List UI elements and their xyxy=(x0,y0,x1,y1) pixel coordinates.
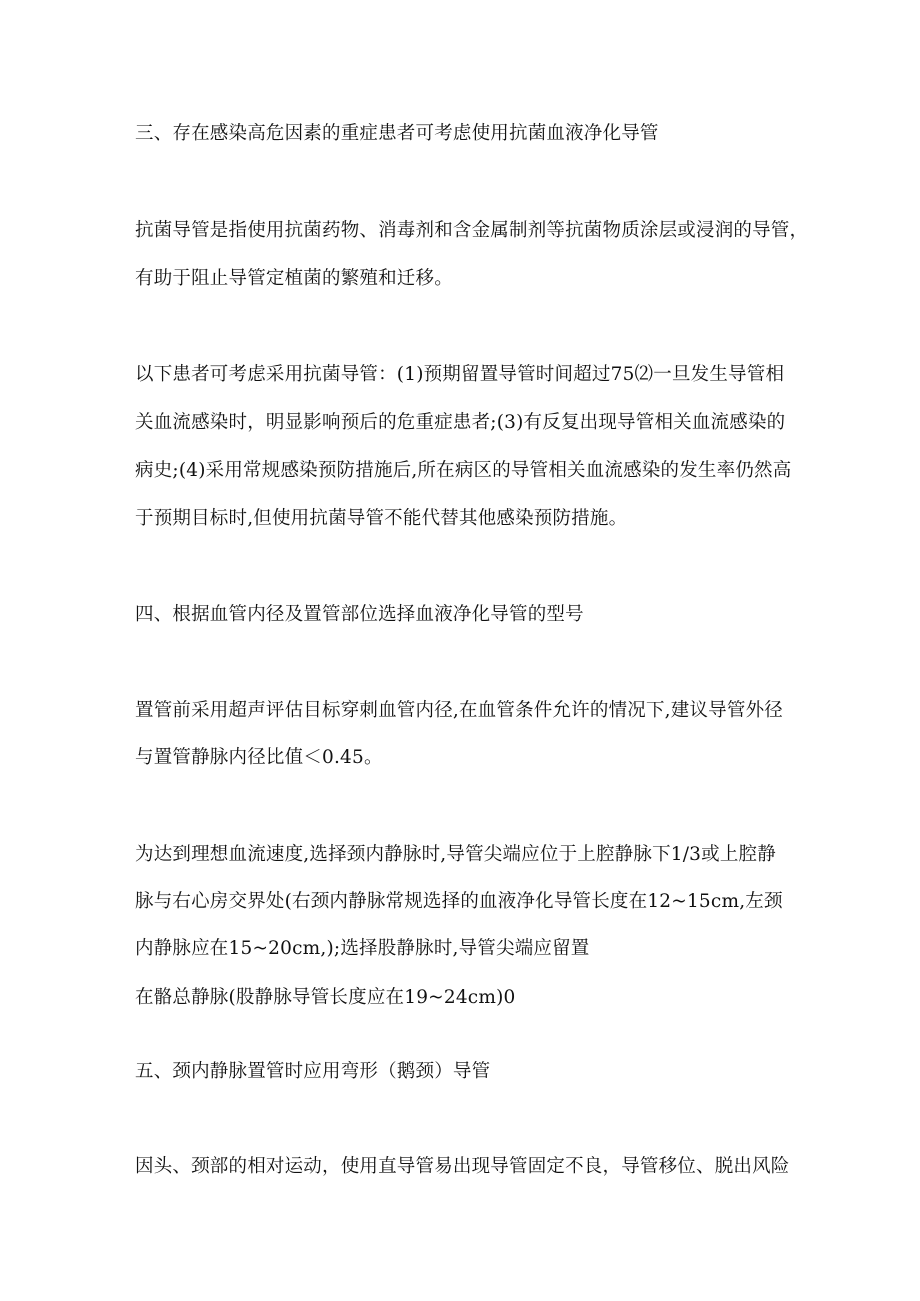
paragraph-line: 与置管静脉内径比值＜0.45。 xyxy=(135,747,383,768)
paragraph-line: 置管前采用超声评估目标穿刺血管内径,在血管条件允许的情况下,建议导管外径 xyxy=(135,700,783,721)
paragraph-line: 抗菌导管是指使用抗菌药物、消毒剂和含金属制剂等抗菌物质涂层或浸润的导管， xyxy=(135,220,809,241)
paragraph-line: 在骼总静脉(股静脉导管长度应在19~24cm)0 xyxy=(135,987,516,1008)
paragraph-line: 病史;(4)采用常规感染预防措施后,所在病区的导管相关血流感染的发生率仍然高 xyxy=(135,460,792,481)
paragraph-line: 因头、颈部的相对运动，使用直导管易出现导管固定不良，导管移位、脱出风险 xyxy=(135,1156,790,1177)
section-heading-3: 三、存在感染高危因素的重症患者可考虑使用抗菌血液净化导管 xyxy=(135,123,659,144)
paragraph-line: 以下患者可考虑采用抗菌导管：(1)预期留置导管时间超过75⑵一旦发生导管相 xyxy=(135,364,785,385)
paragraph-line: 关血流感染时，明显影响预后的危重症患者;(3)有反复出现导管相关血流感染的 xyxy=(135,412,786,433)
paragraph-line: 有助于阻止导管定植菌的繁殖和迁移。 xyxy=(135,268,453,289)
section-heading-4: 四、根据血管内径及置管部位选择血液净化导管的型号 xyxy=(135,604,584,625)
section-heading-5: 五、颈内静脉置管时应用弯形（鹅颈）导管 xyxy=(135,1061,491,1082)
paragraph-line: 脉与右心房交界处(右颈内静脉常规选择的血液净化导管长度在12~15cm,左颈 xyxy=(135,891,783,912)
paragraph-line: 于预期目标时,但使用抗菌导管不能代替其他感染预防措施。 xyxy=(135,508,628,529)
paragraph-line: 为达到理想血流速度,选择颈内静脉时,导管尖端应位于上腔静脉下1/3或上腔静 xyxy=(135,844,776,865)
paragraph-line: 内静脉应在15~20cm,);选择股静脉时,导管尖端应留置 xyxy=(135,938,590,959)
